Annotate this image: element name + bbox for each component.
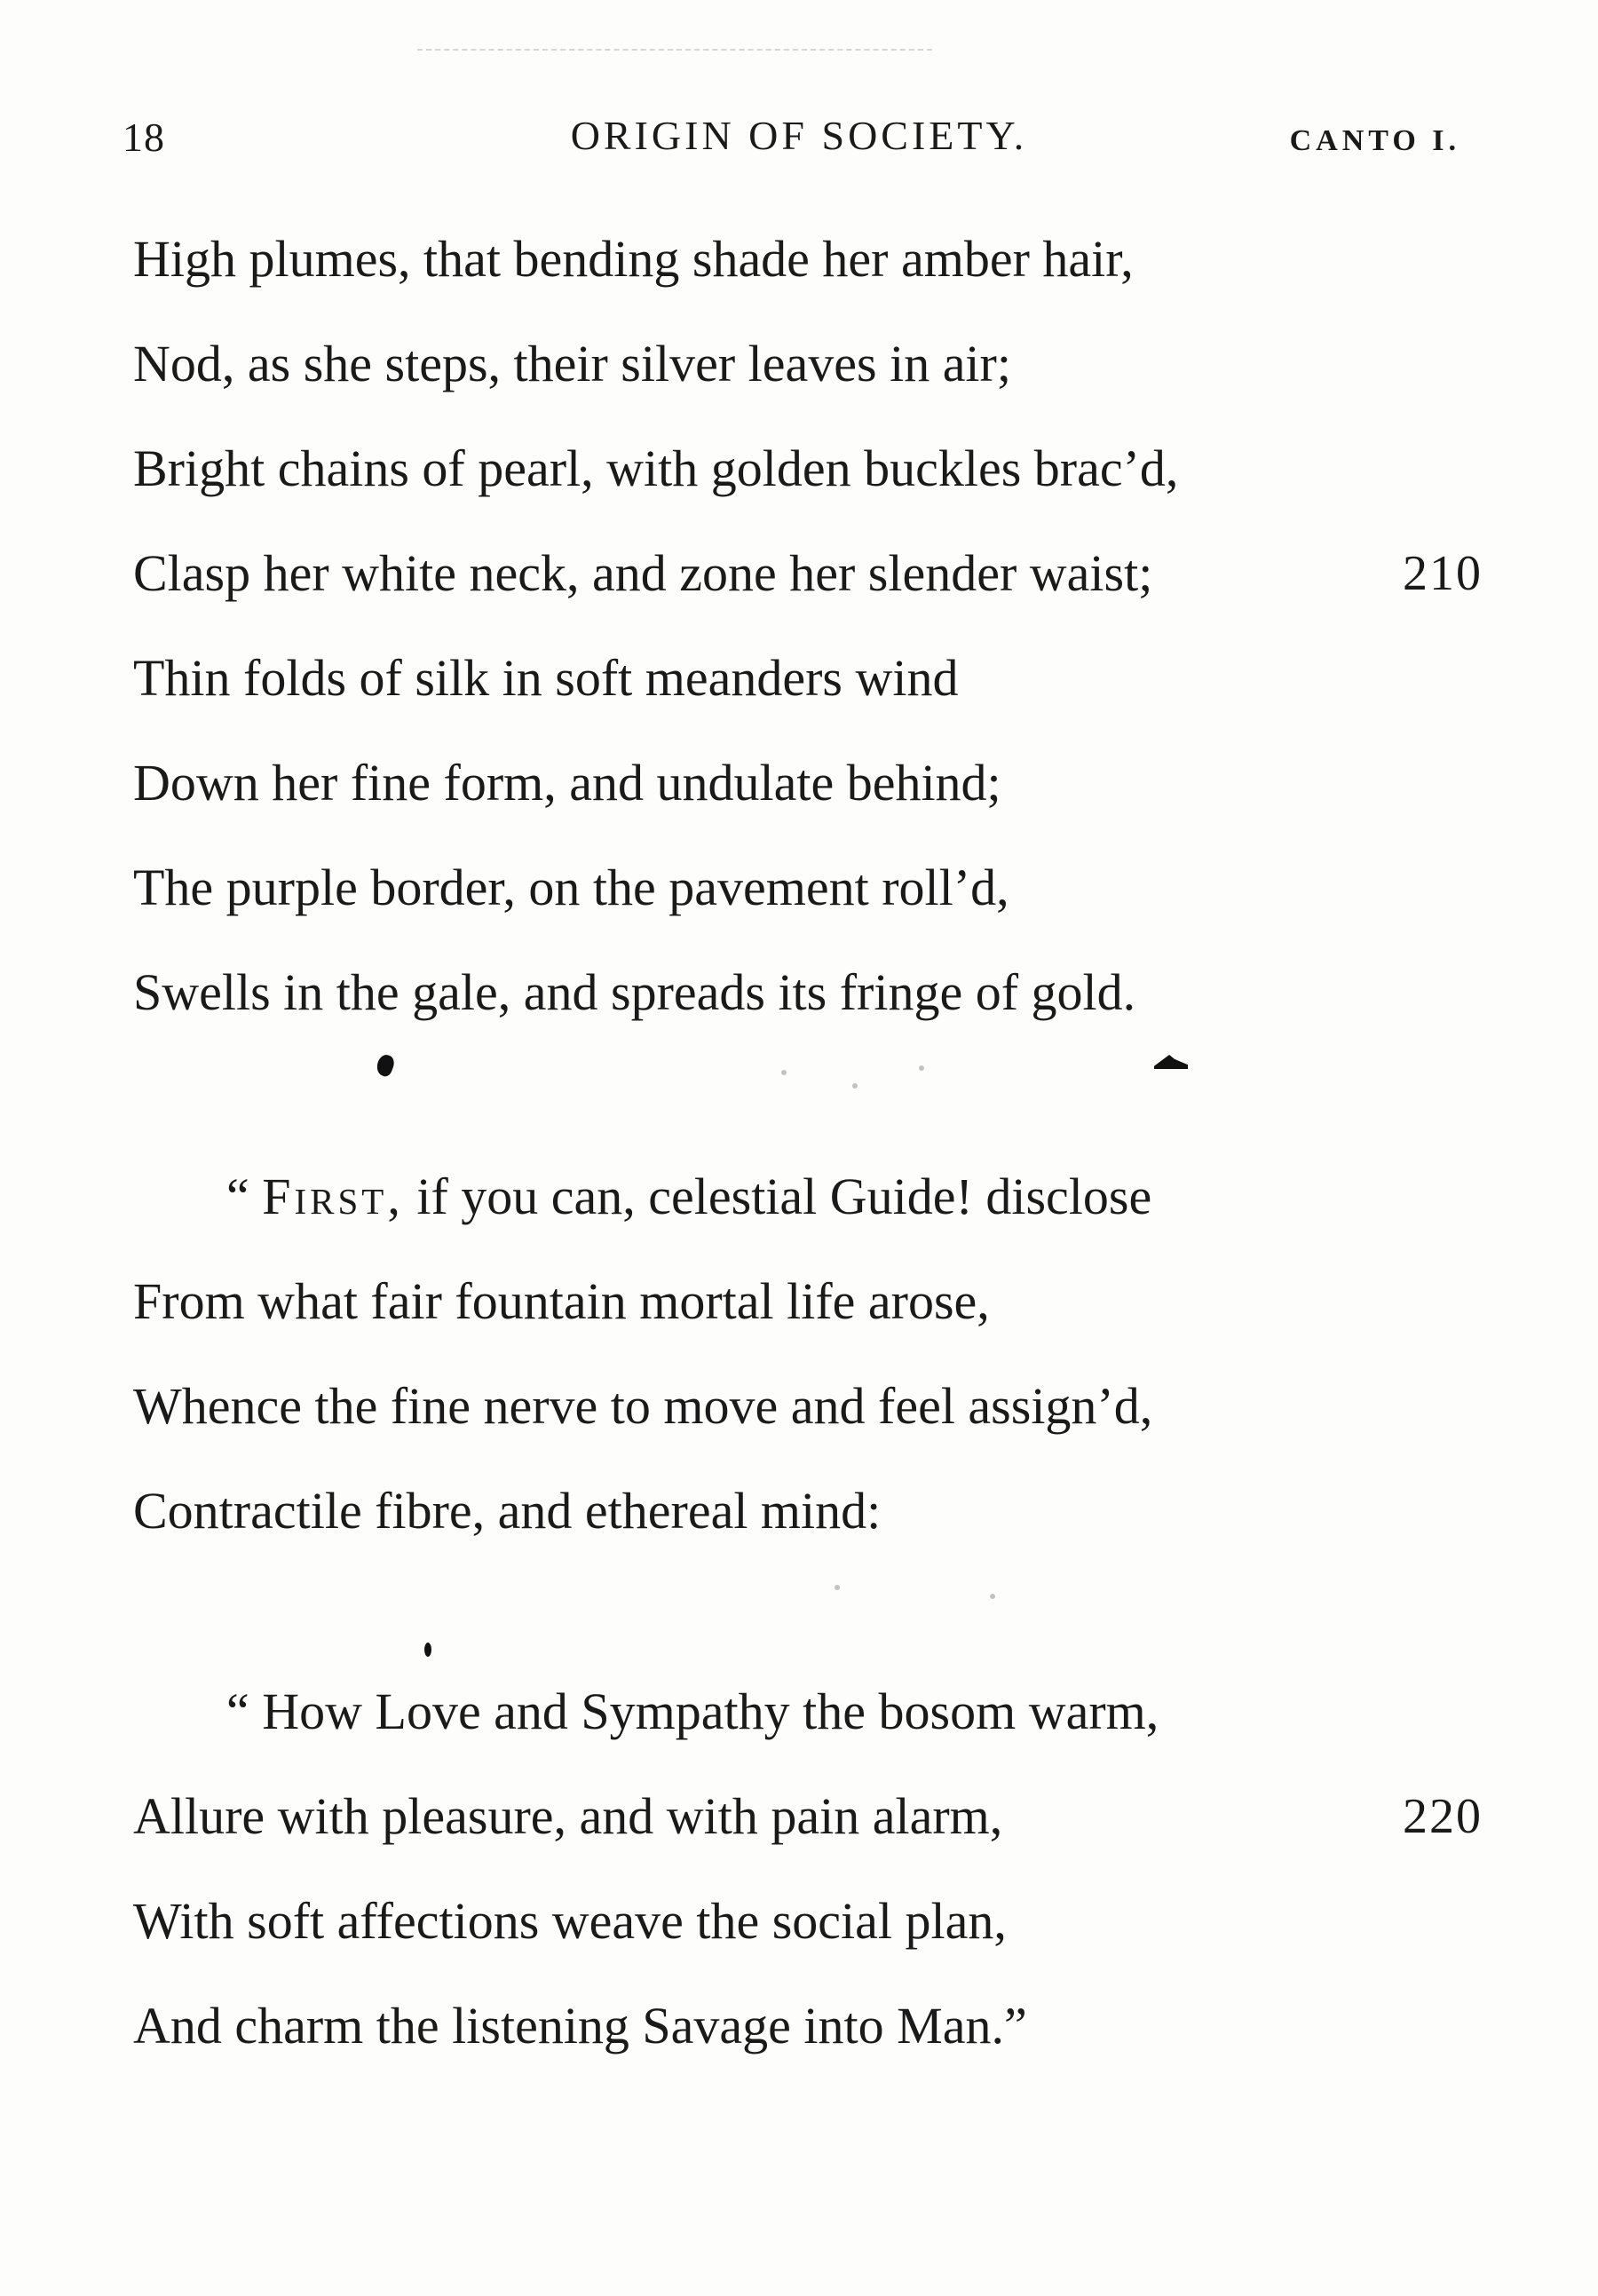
ink-blot-icon: [424, 1643, 431, 1657]
verse-line: Nod, as she steps, their silver leaves in air;: [133, 335, 1011, 392]
first-word: First,: [262, 1168, 404, 1225]
page-number: 18: [123, 115, 165, 160]
speck: [990, 1594, 995, 1599]
top-rule: [417, 49, 932, 51]
verse-line: Contractile fibre, and ethereal mind:: [133, 1482, 882, 1540]
verse-line: Allure with pleasure, and with pain alarm, 220: [133, 1781, 1483, 1852]
line-number: 210: [1403, 546, 1483, 601]
running-title: ORIGIN OF SOCIETY.: [570, 113, 1028, 158]
ink-blot-icon: [1154, 1055, 1188, 1069]
verse-line: Swells in the gale, and spreads its fringe of gold.: [133, 963, 1136, 1021]
verse-line: From what fair fountain mortal life arose,: [133, 1272, 990, 1330]
line-number: 220: [1403, 1789, 1483, 1844]
speck: [781, 1070, 787, 1075]
speck: [852, 1083, 858, 1089]
verse-line: And charm the listening Savage into Man.”: [133, 1997, 1027, 2055]
verse-line: “ How Love and Sympathy the bosom warm,: [226, 1682, 1159, 1740]
verse-line: With soft affections weave the social plan,: [133, 1892, 1007, 1950]
verse-line: Bright chains of pearl, with golden buckles brac’d,: [133, 439, 1179, 497]
page-header: [0, 107, 1598, 169]
verse-line: “ First, if you can, celestial Guide! disclose: [226, 1168, 1152, 1225]
verse-line: Whence the fine nerve to move and feel assign’d,: [133, 1377, 1153, 1435]
verse-line: Down her fine form, and undulate behind;: [133, 754, 1001, 812]
speck: [919, 1065, 924, 1071]
ink-blot-icon: [374, 1053, 396, 1079]
speck: [835, 1585, 840, 1590]
verse-line: The purple border, on the pavement roll’d,: [133, 859, 1009, 916]
verse-line: High plumes, that bending shade her amber hair,: [133, 230, 1134, 288]
canto-label: CANTO I.: [1289, 124, 1460, 157]
verse-line: Clasp her white neck, and zone her slender waist; 210: [133, 538, 1483, 609]
verse-line: Thin folds of silk in soft meanders wind: [133, 649, 959, 707]
